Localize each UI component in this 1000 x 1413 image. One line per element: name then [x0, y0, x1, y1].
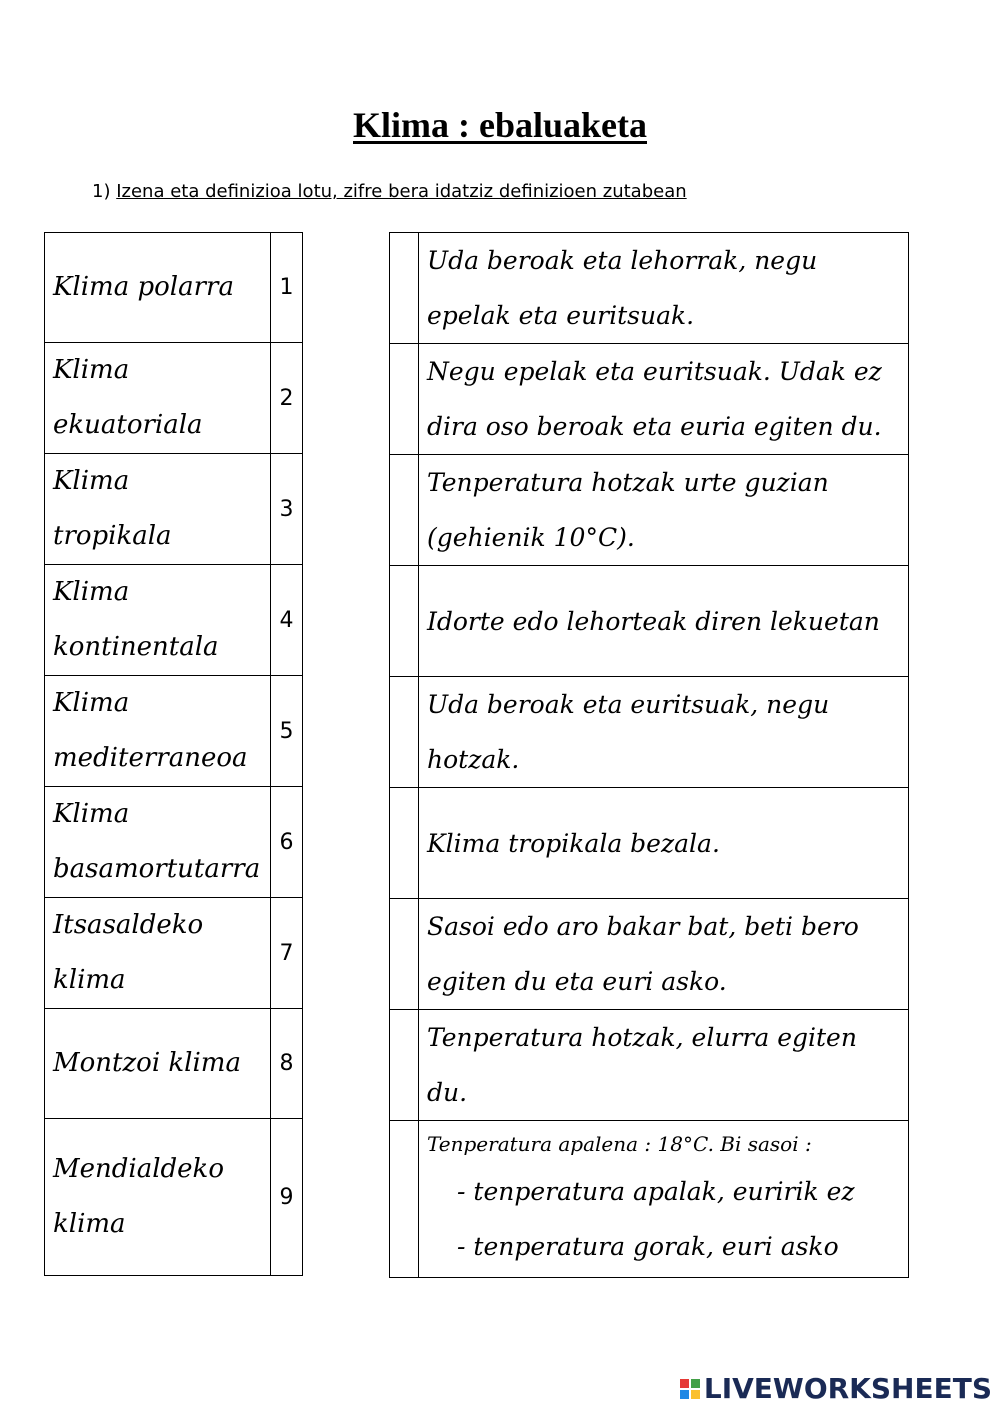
climate-number-cell: 8: [271, 1009, 303, 1119]
climate-name-line: tropikala: [53, 521, 172, 551]
climate-name-cell: [45, 233, 271, 343]
definition-intro: Tenperatura apalena : 18°C. Bi sasoi :: [427, 1132, 812, 1156]
instruction: [92, 181, 687, 202]
name-row: [45, 1119, 303, 1276]
bullet-dash: -: [457, 1232, 474, 1261]
liveworksheets-logo: [680, 1372, 992, 1405]
name-row: [45, 898, 303, 1009]
instruction-text: Izena eta definizioa lotu, zifre bera idatziz definizioen zutabean: [116, 181, 687, 202]
definition-row: [390, 455, 909, 566]
definition-row: [390, 677, 909, 788]
definition-text: [419, 1121, 909, 1278]
bullet-text: tenperatura apalak, euririk ez: [473, 1177, 855, 1206]
name-row: [45, 565, 303, 676]
answer-input-cell[interactable]: [390, 788, 419, 899]
answer-input-cell[interactable]: [390, 899, 419, 1010]
climate-name-line: Klima: [53, 577, 130, 607]
name-row: [45, 787, 303, 898]
definition-row: [390, 1010, 909, 1121]
definition-row: [390, 344, 909, 455]
answer-input-cell[interactable]: [390, 233, 419, 344]
climate-number-cell: 4: [271, 565, 303, 676]
answer-input-cell[interactable]: [390, 344, 419, 455]
climate-name-cell: [45, 1119, 271, 1276]
climate-name-line: Montzoi klima: [53, 1048, 241, 1078]
climate-names-table: [44, 232, 303, 1276]
definition-text: Klima tropikala bezala.: [419, 788, 909, 899]
definition-row: [390, 899, 909, 1010]
answer-input-cell[interactable]: [390, 1010, 419, 1121]
climate-name-cell: [45, 787, 271, 898]
climate-name-line: Klima: [53, 355, 130, 385]
climate-number-cell: 6: [271, 787, 303, 898]
definition-row: [390, 566, 909, 677]
definition-row: [390, 1121, 909, 1278]
definition-text: Tenperatura hotzak urte guzian (gehienik 10°C).: [419, 455, 909, 566]
definition-text: Idorte edo lehorteak diren lekuetan: [419, 566, 909, 677]
climate-name-line: basamortutarra: [53, 854, 261, 884]
definition-text: Uda beroak eta lehorrak, negu epelak eta euritsuak.: [419, 233, 909, 344]
name-row: [45, 343, 303, 454]
name-row: [45, 454, 303, 565]
climate-name-cell: [45, 1009, 271, 1119]
climate-name-line: klima: [53, 965, 126, 995]
worksheet-title: Klima : ebaluaketa: [353, 105, 647, 145]
climate-number-cell: 1: [271, 233, 303, 343]
bullet-text: tenperatura gorak, euri asko: [473, 1232, 839, 1261]
climate-name-cell: [45, 676, 271, 787]
climate-number-cell: 2: [271, 343, 303, 454]
climate-name-cell: [45, 343, 271, 454]
climate-name-line: ekuatoriala: [53, 410, 203, 440]
definitions-table: [389, 232, 909, 1278]
climate-name-line: Klima polarra: [53, 272, 234, 302]
definition-text: Tenperatura hotzak, elurra egiten du.: [419, 1010, 909, 1121]
answer-input-cell[interactable]: [390, 1121, 419, 1278]
definition-row: [390, 788, 909, 899]
definition-text: Uda beroak eta euritsuak, negu hotzak.: [419, 677, 909, 788]
climate-name-line: klima: [53, 1209, 126, 1239]
climate-name-line: Mendialdeko: [53, 1154, 224, 1184]
climate-name-line: Itsasaldeko: [53, 910, 204, 940]
definition-text: Negu epelak eta euritsuak. Udak ez dira oso beroak eta euria egiten du.: [419, 344, 909, 455]
definition-text: Sasoi edo aro bakar bat, beti bero egiten du eta euri asko.: [419, 899, 909, 1010]
name-row: [45, 676, 303, 787]
definition-bullet: [427, 1164, 902, 1219]
climate-number-cell: 7: [271, 898, 303, 1009]
climate-name-cell: [45, 454, 271, 565]
answer-input-cell[interactable]: [390, 566, 419, 677]
climate-name-line: mediterraneoa: [53, 743, 248, 773]
name-row: [45, 1009, 303, 1119]
logo-mark-icon: [680, 1379, 700, 1399]
climate-number-cell: 9: [271, 1119, 303, 1276]
logo-text: LIVEWORKSHEETS: [703, 1372, 992, 1405]
definition-row: [390, 233, 909, 344]
definition-bullet: [427, 1219, 902, 1274]
climate-number-cell: 3: [271, 454, 303, 565]
climate-name-line: Klima: [53, 688, 130, 718]
climate-name-cell: [45, 898, 271, 1009]
climate-name-cell: [45, 565, 271, 676]
bullet-dash: -: [457, 1177, 474, 1206]
climate-name-line: Klima: [53, 799, 130, 829]
climate-name-line: Klima: [53, 466, 130, 496]
climate-name-line: kontinentala: [53, 632, 219, 662]
answer-input-cell[interactable]: [390, 455, 419, 566]
climate-number-cell: 5: [271, 676, 303, 787]
answer-input-cell[interactable]: [390, 677, 419, 788]
name-row: [45, 233, 303, 343]
instruction-number: 1): [92, 181, 111, 202]
